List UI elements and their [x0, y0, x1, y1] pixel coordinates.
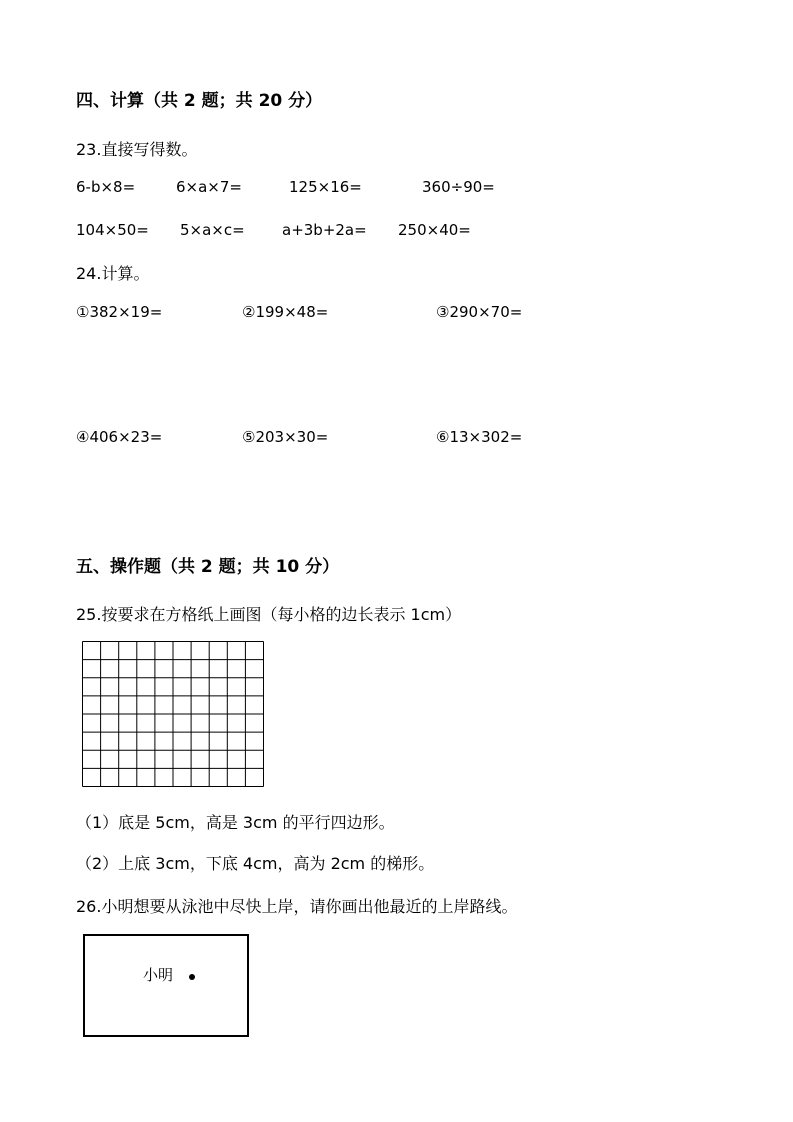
- q24-item: ①382×19=: [76, 303, 163, 321]
- q23-item: 125×16=: [289, 178, 362, 196]
- swimming-pool: [83, 934, 249, 1037]
- q23-item: 6×a×7=: [176, 178, 242, 196]
- q23-item: 250×40=: [398, 221, 471, 239]
- q24-item: ④406×23=: [76, 428, 163, 446]
- question-23-title: 23.直接写得数。: [76, 140, 198, 159]
- q24-item: ⑥13×302=: [436, 428, 523, 446]
- question-24-title: 24.计算。: [76, 264, 150, 283]
- q23-item: 360÷90=: [422, 178, 495, 196]
- graph-paper-svg: [82, 641, 264, 787]
- question-25-part-1: （1）底是 5cm，高是 3cm 的平行四边形。: [76, 813, 395, 832]
- question-26-title: 26.小明想要从泳池中尽快上岸，请你画出他最近的上岸路线。: [76, 897, 518, 916]
- question-25-title: 25.按要求在方格纸上画图（每小格的边长表示 1cm）: [76, 605, 462, 624]
- q23-item: 104×50=: [76, 221, 149, 239]
- graph-paper-grid: [82, 641, 264, 787]
- question-25-part-2: （2）上底 3cm，下底 4cm，高为 2cm 的梯形。: [76, 854, 435, 873]
- q24-item: ②199×48=: [242, 303, 329, 321]
- person-label: 小明: [143, 966, 174, 984]
- q24-item: ⑤203×30=: [242, 428, 329, 446]
- q23-item: 5×a×c=: [180, 221, 245, 239]
- section-five-title: 五、操作题（共 2 题；共 10 分）: [76, 557, 340, 577]
- q24-item: ③290×70=: [436, 303, 523, 321]
- q23-item: a+3b+2a=: [282, 221, 367, 239]
- person-dot-icon: [189, 974, 195, 980]
- section-four-title: 四、计算（共 2 题；共 20 分）: [76, 91, 323, 111]
- q23-item: 6-b×8=: [76, 178, 136, 196]
